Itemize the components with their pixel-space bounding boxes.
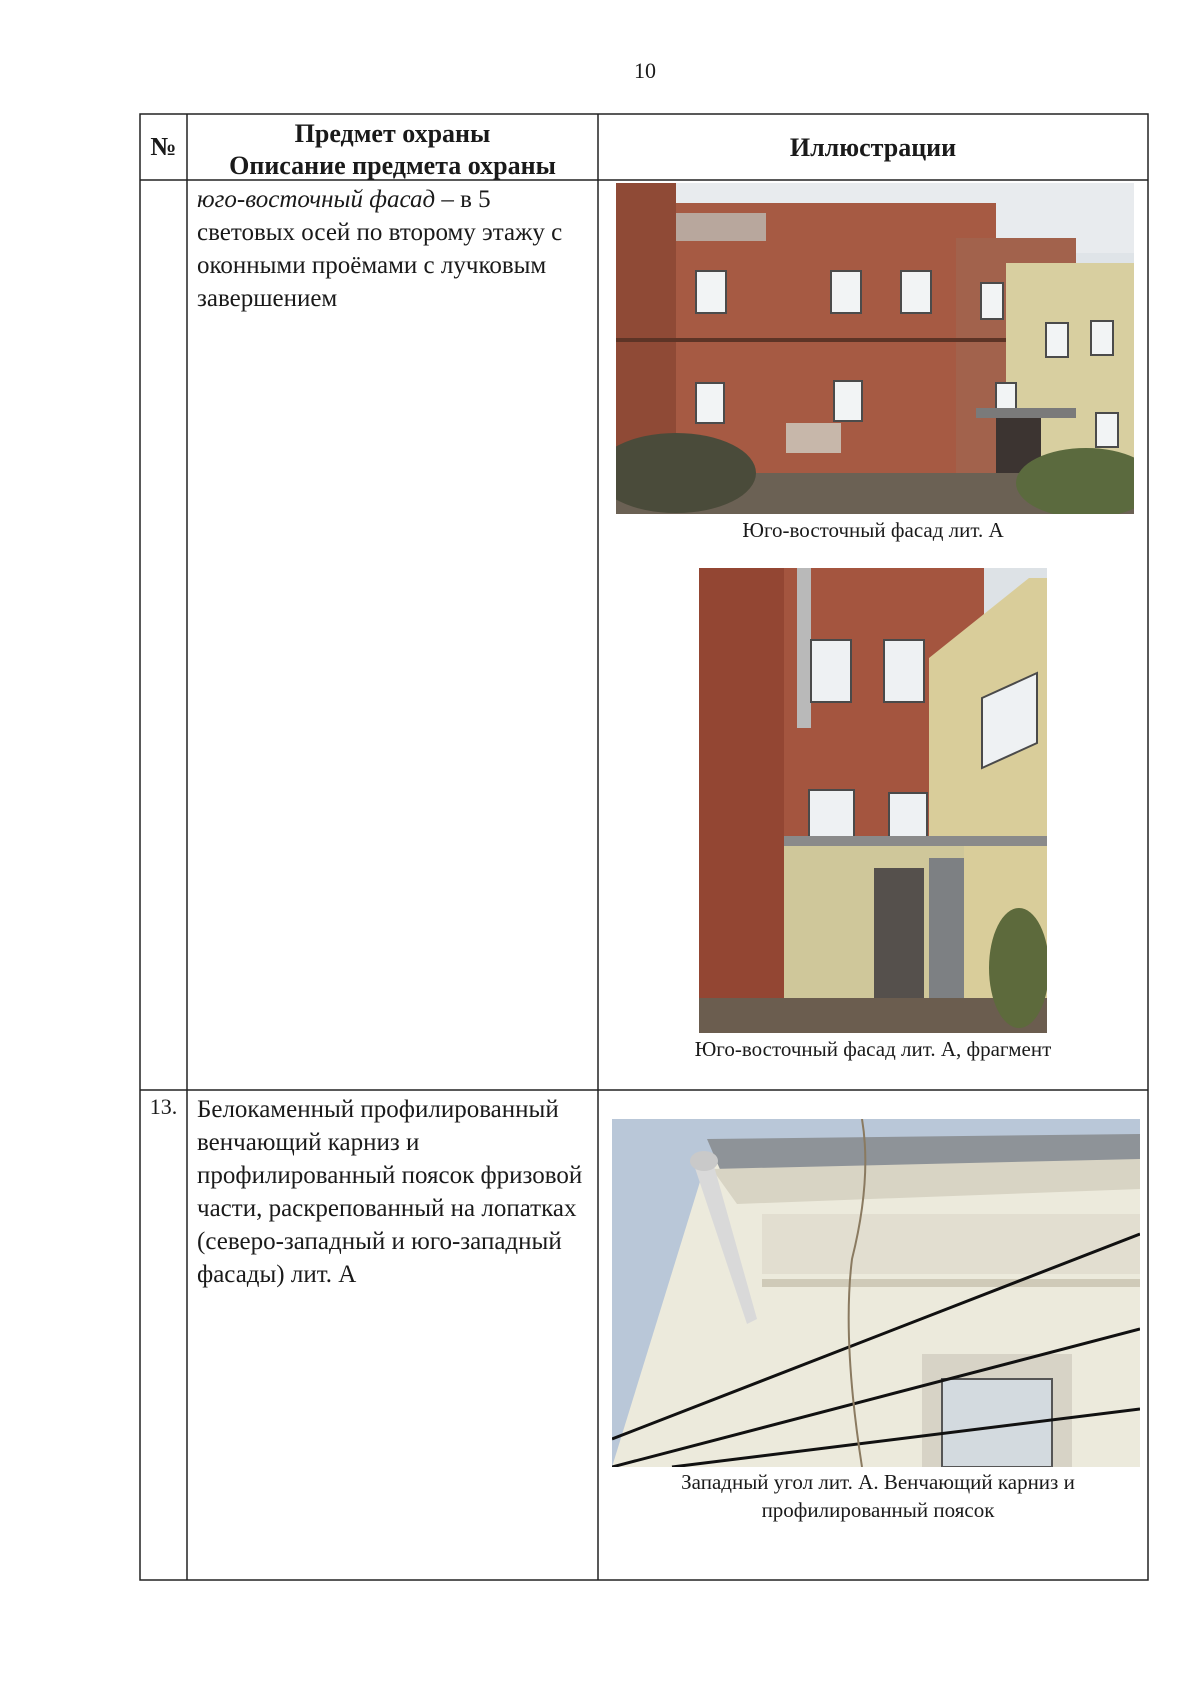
header-num: № [150,132,177,161]
header-subject-description: Описание предмета охраны [229,151,556,180]
row-2-number: 13. [149,1094,178,1119]
caption-western-corner-cornice: Западный угол лит. А. Венчающий карниз и профилированный поясок [681,1470,1075,1522]
header-subject-title: Предмет охраны [294,119,491,148]
caption-southeast-facade: Юго-восточный фасад лит. А [742,518,1004,542]
page-number: 10 [634,58,656,83]
row-1-description [197,183,589,315]
caption-southeast-facade-fragment: Юго-восточный фасад лит. А, фрагмент [694,1037,1052,1061]
photo-southeast-facade-fragment [699,568,1047,1033]
row-2-description: Белокаменный профилированный венчающий карниз и профилированный поясок фризовой части, раскрепованный на лопатках (северо-западный и юго-западный фасады) лит. А [197,1096,583,1288]
photo-western-corner-cornice [612,1119,1140,1467]
header-illustrations: Иллюстрации [789,133,957,162]
photo-southeast-facade [616,183,1134,514]
row-1-description-rest: – в 5 световых осей по второму этажу с оконными проёмами с лучковым завершением [197,186,563,312]
row-1-description-italic: юго-восточный фасад [197,186,436,213]
